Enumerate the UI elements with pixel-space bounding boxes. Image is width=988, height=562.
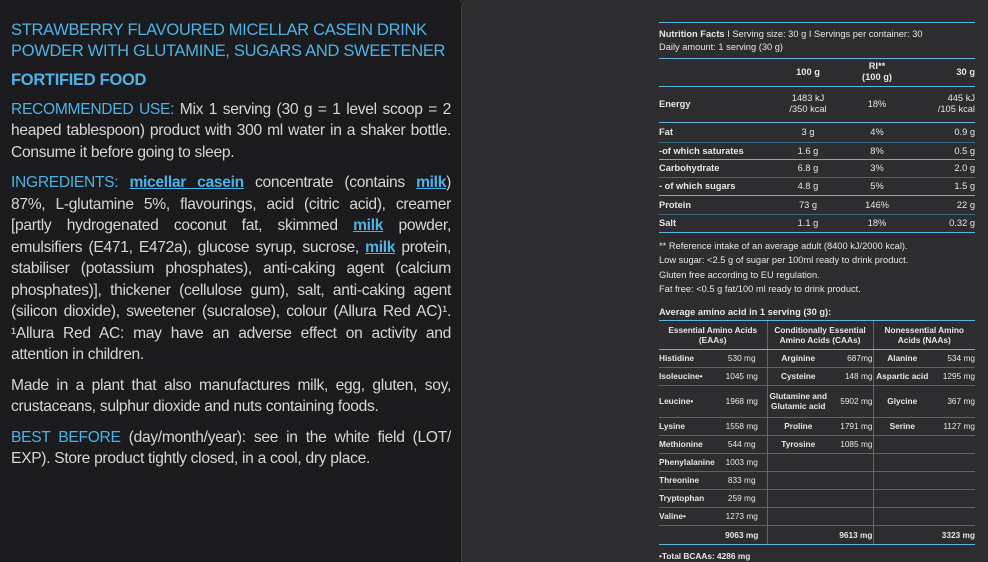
col-30g: 30 g — [907, 58, 975, 86]
recommended-label: RECOMMENDED USE: — [11, 100, 175, 118]
ingredients-text-1: concentrate (contains — [243, 174, 417, 191]
plant-warning: Made in a plant that also manufactures milk, egg, gluten, soy, crustaceans, sulphur dioxide and nuts containing foods. — [11, 376, 451, 415]
col-ri: RI** (100 g) — [847, 58, 907, 86]
nutrition-row: Fat 3 g 4% 0.9 g — [659, 122, 975, 142]
nutrition-table — [659, 55, 975, 233]
note: Low sugar: <2.5 g of sugar per 100ml ready to drink product. — [659, 255, 909, 265]
caa-total: 9613 mg — [829, 525, 873, 544]
recommended-text: Mix 1 serving (30 g = 1 level scoop = 2 heaped tablespoon) product with 300 ml water in a shaker bottle. Consume it before going to sleep. — [11, 100, 452, 161]
col-100g: 100 g — [769, 58, 847, 86]
nutrition-row: Energy 1483 kJ /350 kcal 18% 445 kJ /105 kcal — [659, 86, 975, 122]
nutrition-row: Salt 1.1 g 18% 0.32 g — [659, 214, 975, 232]
energy-100g: 1483 kJ /350 kcal — [769, 86, 847, 122]
note: ** Reference intake of an average adult (8400 kJ/2000 kcal). — [659, 240, 908, 251]
eaa-header: Essential Amino Acids (EAAs) — [659, 321, 767, 350]
allergen-milk: milk — [353, 217, 384, 234]
ingredients-text-2: ) 87%, L-glutamine 5%, flavourings, acid (citric acid), creamer [partly hydrogenated coconut fat, skimmed — [11, 174, 451, 234]
allergen-micellar-casein: micellar casein — [129, 174, 244, 191]
note: Gluten free according to EU regulation. — [659, 269, 820, 280]
best-before-label: BEST BEFORE — [11, 428, 121, 446]
daily-amount: Daily amount: 1 serving (30 g) — [659, 42, 784, 52]
amino-row: Threonine 833 mg — [659, 471, 975, 489]
nutrition-notes — [659, 239, 975, 297]
amino-row: Methionine 544 mg Tyrosine 1085 mg — [659, 435, 975, 453]
product-info-panel — [0, 0, 460, 562]
amino-table — [659, 321, 975, 545]
caa-header: Conditionally Essential Amino Acids (CAAs) — [767, 321, 873, 350]
nutrition-row: Protein 73 g 146% 22 g — [659, 195, 975, 214]
eaa-total: 9063 mg — [717, 525, 767, 544]
energy-30g: 445 kJ /105 kcal — [907, 86, 975, 122]
amino-totals-row — [659, 525, 975, 544]
amino-row: Tryptophan 259 mg — [659, 489, 975, 507]
recommended-use — [11, 99, 451, 164]
best-before-text: (day/month/year): see in the white field (LOT/ EXP). Store product tightly closed, in a cool, dry place. — [11, 428, 451, 467]
bcaa-total: •Total BCAAs: 4286 mg — [659, 550, 751, 561]
best-before — [11, 427, 451, 470]
ingredients-label: INGREDIENTS: — [11, 174, 119, 191]
amino-row: Phenylalanine 1003 mg — [659, 453, 975, 471]
fortified-label: FORTIFIED FOOD — [11, 71, 147, 89]
note: Fat free: <0.5 g fat/100 ml ready to drink product. — [659, 284, 861, 294]
allergen-milk: milk — [365, 238, 396, 256]
amino-row: Valine• 1273 mg — [659, 507, 975, 525]
nutrition-header-row — [659, 58, 975, 86]
ingredients-text-4: protein, stabiliser (potassium phosphates), anti-caking agent (calcium phosphates)], thickener (cellulose gum), salt, anti-caking agent (silicon dioxide), sweetener (sucralose), colour (Allura Red AC)¹. ¹Allura Red AC: may have an adverse effect on activity and attention in children. — [11, 238, 452, 363]
nutrition-facts — [659, 22, 975, 561]
nutrition-header — [659, 23, 975, 55]
nutrition-row: Carbohydrate 6.8 g 3% 2.0 g — [659, 159, 975, 177]
amino-row: Leucine• 1968 mg Glutamine and Glutamic acid 5902 mg Glycine 367 mg — [659, 385, 975, 417]
amino-row: Isoleucine• 1045 mg Cysteine 148 mg Aspartic acid 1295 mg — [659, 367, 975, 385]
amino-row: Lysine 1558 mg Proline 1791 mg Serine 1127 mg — [659, 417, 975, 435]
nutrition-row: - of which sugars 4.8 g 5% 1.5 g — [659, 177, 975, 195]
ingredients — [11, 172, 451, 366]
product-title: STRAWBERRY FLAVOURED MICELLAR CASEIN DRINK POWDER WITH GLUTAMINE, SUGARS AND SWEETENER — [11, 21, 446, 60]
amino-row: Histidine 530 mg Arginine 687mg Alanine 534 mg — [659, 349, 975, 367]
allergen-milk: milk — [416, 174, 447, 191]
ingredients-text-3: powder, emulsifiers (E471, E472a), glucose syrup, sucrose, — [11, 217, 451, 256]
naa-total: 3323 mg — [931, 525, 975, 544]
amino-title: Average amino acid in 1 serving (30 g): — [659, 307, 975, 321]
naa-header: Nonessential Amino Acids (NAAs) — [873, 321, 975, 350]
nutrition-title: Nutrition Facts — [659, 29, 725, 39]
serving-info: I Serving size: 30 g I Servings per container: 30 — [724, 29, 923, 39]
nutrition-row: -of which saturates 1.6 g 8% 0.5 g — [659, 142, 975, 159]
